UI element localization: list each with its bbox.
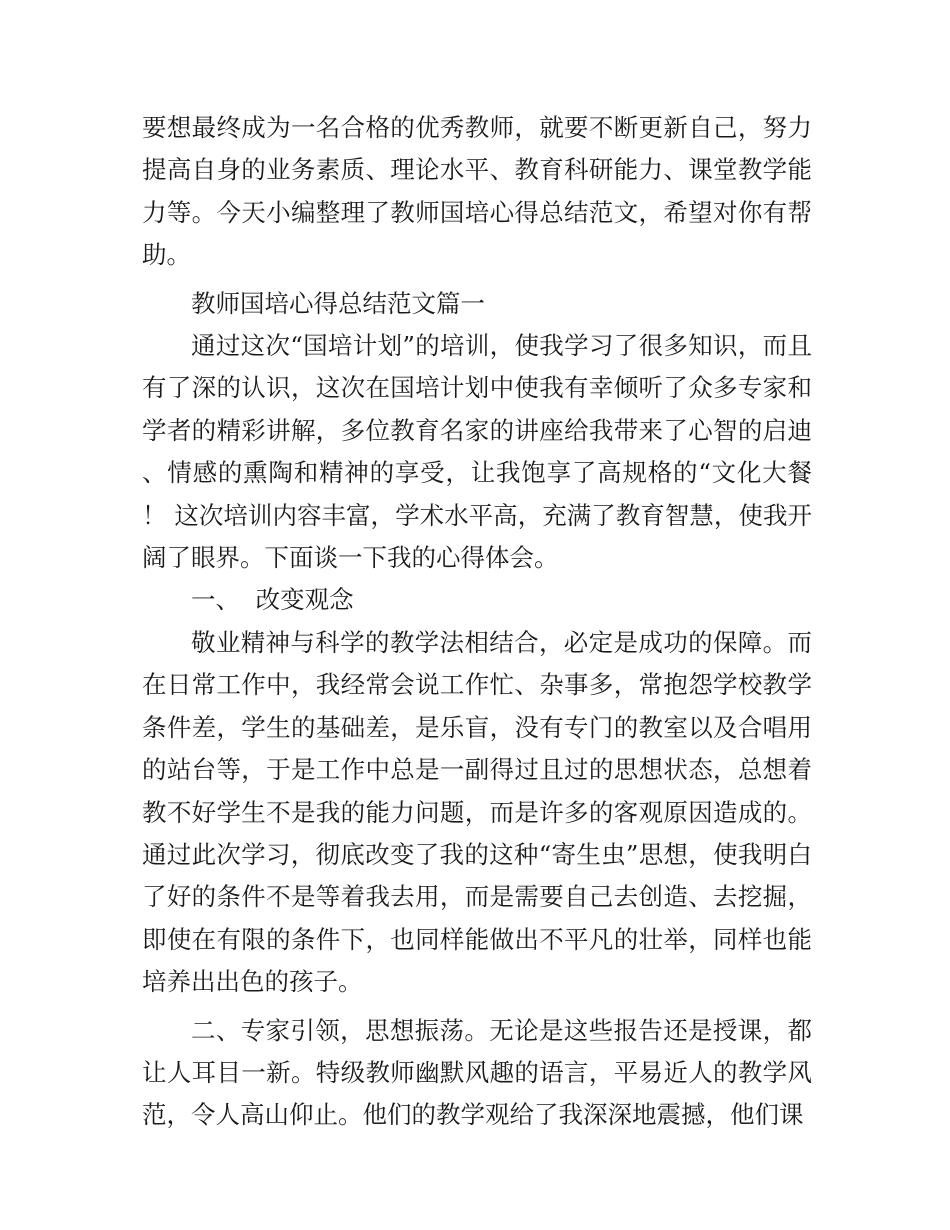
intro-paragraph: 要想最终成为一名合格的优秀教师，就要不断更新自己，努力提高自身的业务素质、理论水平、教育科研能力、课堂教学能力等。今天小编整理了教师国培心得总结范文，希望对你有帮助。 xyxy=(142,113,812,270)
body-paragraph-3: 二、专家引领，思想振荡。无论是这些报告还是授课，都让人耳目一新。特级教师幽默风趣的语言，平易近人的教学风范，令人高山仰止。他们的教学观给了我深深地震撼，他们课 xyxy=(142,1015,812,1130)
section-heading-1: 一、 改变观念 xyxy=(191,585,354,615)
body-paragraph-1: 通过这次“国培计划”的培训，使我学习了很多知识，而且有了深的认识，这次在国培计划中使我有幸倾听了众多专家和学者的精彩讲解，多位教育名家的讲座给我带来了心智的启迪、情感的熏陶和精神的享受，让我饱享了高规格的“文化大餐 ！ 这次培训内容丰富，学术水平高，充满了教育智慧，使我开阔了眼界。下面谈一下我的心得体会。 xyxy=(142,331,812,573)
article-title: 教师国培心得总结范文篇一 xyxy=(191,288,485,318)
document-body xyxy=(142,107,812,1137)
body-paragraph-2: 敬业精神与科学的教学法相结合，必定是成功的保障。而在日常工作中，我经常会说工作忙、杂事多，常抱怨学校教学条件差，学生的基础差，是乐盲，没有专门的教室以及合唱用的站台等，于是工作中总是一副得过且过的思想状态，总想着教不好学生不是我的能力问题，而是许多的客观原因造成的。通过此次学习，彻底改变了我的这种“寄生虫”思想，使我明白了好的条件不是等着我去用，而是需要自己去创造、去挖掘，即使在有限的条件下，也同样能做出不平凡的壮举，同样也能培养出出色的孩子。 xyxy=(142,627,812,997)
